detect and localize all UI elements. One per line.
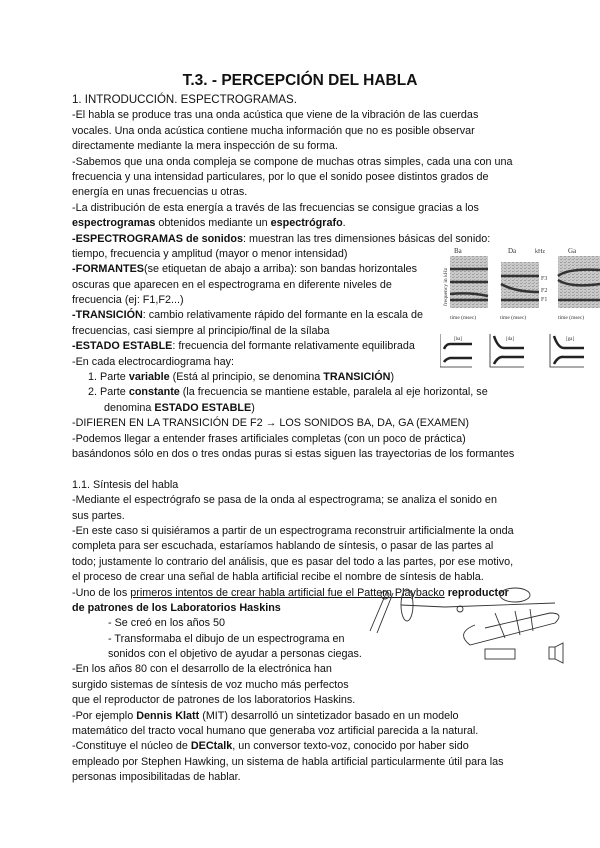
text-segment: matemático del tracto vocal humano que generaba voz artificial parecida a la natural. (72, 725, 479, 738)
text-segment: que el reproductor de patrones de los laboratorios Haskins. (72, 694, 356, 707)
text-segment: directamente mediante la mera inspección de su forma. (72, 140, 338, 153)
text-segment: . (342, 217, 346, 230)
text-line (72, 755, 514, 770)
text-segment: (la frecuencia se mantiene estable, paralela al eje horizontal, se (179, 386, 488, 399)
text-segment: el proceso de crear una señal de habla artificial recibe el nombre de síntesis de habla. (72, 571, 484, 584)
text-line (72, 524, 514, 539)
text-segment: -La distribución de esta energía a través de las frecuencias se consigue gracias a los (72, 201, 479, 214)
text-segment: (Está al principio, se denomina (169, 371, 324, 384)
text-segment: -Podemos llegar a entender frases artificiales completas (con un poco de práctica) (72, 432, 466, 445)
text-segment: -Uno de los (72, 586, 131, 599)
text-segment: -DIFIEREN EN LA TRANSICIÓN DE F2 → LOS SONIDOS BA, DA, GA (EXAMEN) (72, 417, 469, 430)
text-line (72, 724, 514, 739)
bold-text: Dennis Klatt (136, 709, 200, 722)
text-line (72, 462, 514, 477)
text-segment: 2. Parte (88, 386, 129, 399)
text-segment: : muestran las tres dimensiones básicas del sonido: (242, 232, 491, 245)
text-line (72, 493, 514, 508)
text-line (72, 170, 514, 185)
text-segment: sonidos con el objetivo de ayudar a personas ciegas. (108, 648, 362, 661)
text-line (72, 447, 514, 462)
underlined-text: primeros intentos de crear habla artificial fue el Pattern Playbacko (130, 586, 445, 599)
text-segment: -Constituye el núcleo de (72, 740, 191, 753)
text-line (72, 201, 514, 216)
text-line (72, 770, 514, 785)
text-segment: : cambio relativamente rápido del formante en la escala de (142, 309, 424, 322)
bold-text: de patrones de los Laboratorios Haskins (72, 601, 281, 614)
text-segment: (MIT) desarrolló un sintetizador basado en un modelo (199, 709, 459, 722)
bold-text: -ESPECTROGRAMAS de sonidos (72, 232, 243, 245)
text-segment: surgido sistemas de síntesis de voz mucho más perfectos (72, 678, 349, 691)
ylabel: frequency in kHz (443, 267, 449, 306)
spectrogram-label-ga: Ga (568, 247, 577, 255)
spectrogram-label-ba: Ba (454, 247, 462, 255)
text-line (72, 678, 514, 693)
text-line (72, 555, 514, 570)
text-segment: , un conversor texto-voz, conocido por haber sido (232, 740, 469, 753)
text-line (72, 401, 514, 416)
text-segment: 1.1. Síntesis del habla (72, 478, 179, 491)
text-segment: - Se creó en los años 50 (108, 617, 226, 630)
text-line (72, 509, 514, 524)
spectrogram-label-da: Da (508, 247, 517, 255)
text-segment: -Mediante el espectrógrafo se pasa de la onda al espectrograma; se analiza el sonido en (72, 494, 497, 507)
bold-text: -TRANSICIÓN (72, 309, 143, 322)
text-segment: ) (251, 401, 255, 414)
text-line (72, 416, 514, 431)
spectrogram-figure (440, 244, 600, 374)
text-segment: frecuencias, casi siempre al principio/final de la sílaba (72, 324, 330, 337)
text-segment: -Por ejemplo (72, 709, 137, 722)
bold-text: reproductor (447, 586, 509, 599)
document-body (72, 93, 514, 786)
bold-text: TRANSICIÓN (323, 371, 391, 384)
text-line (72, 124, 514, 139)
text-line (72, 739, 514, 754)
text-line (72, 478, 514, 493)
text-segment: completa para ser escuchada, estaríamos hablando de síntesis, o pasar de las partes al (72, 540, 494, 553)
text-line (72, 139, 514, 154)
text-segment: vocales. Una onda acústica contiene mucha información que no es posible observar (72, 124, 475, 137)
text-segment: frecuencia (ej: F1,F2...) (72, 294, 184, 307)
text-line (72, 185, 514, 200)
text-line (72, 108, 514, 123)
text-segment: personas imposibilitadas de hablar. (72, 771, 241, 784)
schematic-ba: [ba] (454, 337, 463, 342)
khz-label: kHz (535, 249, 545, 255)
text-segment: -El habla se produce tras una onda acústica que viene de la vibración de las cuerdas (72, 109, 479, 122)
text-line (72, 709, 514, 724)
text-segment: denomina (104, 401, 155, 414)
text-line (72, 155, 514, 170)
bold-text: -FORMANTES (72, 263, 144, 276)
text-segment: todo; justamente lo contrario del análisis, que es pasar del todo a las partes, por ese motivo, (72, 555, 514, 568)
bold-text: DECtalk (190, 740, 233, 753)
bold-text: constante (128, 386, 180, 399)
text-segment: frecuencia y una intensidad particulares, por lo que el sonido posee distintos grados de (72, 170, 489, 183)
section-heading (72, 93, 514, 108)
text-line (72, 539, 514, 554)
text-segment: tiempo, frecuencia y amplitud (mayor o menor intensidad) (72, 247, 348, 260)
bold-text: -ESTADO ESTABLE (72, 340, 173, 353)
text-line (72, 432, 514, 447)
schematic-ga: [ga] (566, 337, 575, 342)
xlabel-1: time (msec) (450, 315, 477, 321)
xlabel-3: time (msec) (558, 315, 585, 321)
text-segment: 1. Parte (88, 371, 129, 384)
text-segment: obtenidos mediante un (155, 217, 271, 230)
text-line (72, 216, 514, 231)
formant-f1: F1 (541, 297, 548, 303)
text-segment: ) (390, 371, 395, 384)
xlabel-2: time (msec) (500, 315, 527, 321)
text-segment: -Sabemos que una onda compleja se compone de muchas otras simples, cada una con una (72, 155, 513, 168)
page-title: T.3. - PERCEPCIÓN DEL HABLA (182, 72, 418, 89)
formant-f2: F2 (541, 288, 548, 294)
text-segment: oscuras que aparecen en el espectrograma en diferente niveles de (72, 278, 392, 291)
text-segment: -En los años 80 con el desarrollo de la electrónica han (72, 663, 332, 676)
text-segment: (se etiquetan de abajo a arriba): son bandas horizontales (143, 263, 418, 276)
schematic-da: [da] (506, 337, 515, 342)
text-segment: - Transformaba el dibujo de un espectrograma en (108, 632, 345, 645)
bold-text: espectrogramas (72, 217, 156, 230)
text-line (72, 385, 514, 400)
formant-f3: F3 (541, 276, 548, 282)
text-segment: 1. INTRODUCCIÓN. ESPECTROGRAMAS. (72, 94, 297, 106)
text-line (72, 693, 514, 708)
text-segment: -En este caso si quisiéramos a partir de un espectrograma reconstruir artificialmente la onda (72, 524, 514, 537)
text-segment: sus partes. (72, 509, 125, 522)
bold-text: variable (128, 371, 170, 384)
text-segment: empleado por Stephen Hawking, un sistema de habla artificial particularmente útil para las (72, 755, 504, 768)
bold-text: espectrógrafo (270, 217, 343, 230)
text-segment: energía en unas frecuencias u otras. (72, 186, 248, 199)
text-segment: -En cada electrocardiograma hay: (72, 355, 235, 368)
text-segment: basándonos sólo en dos o tres ondas puras si estas siguen las trayectorias de los formantes (72, 447, 515, 460)
pattern-playback-illustration (365, 583, 565, 665)
bold-text: ESTADO ESTABLE (154, 401, 252, 414)
text-segment: : frecuencia del formante relativamente equilibrada (172, 340, 415, 353)
